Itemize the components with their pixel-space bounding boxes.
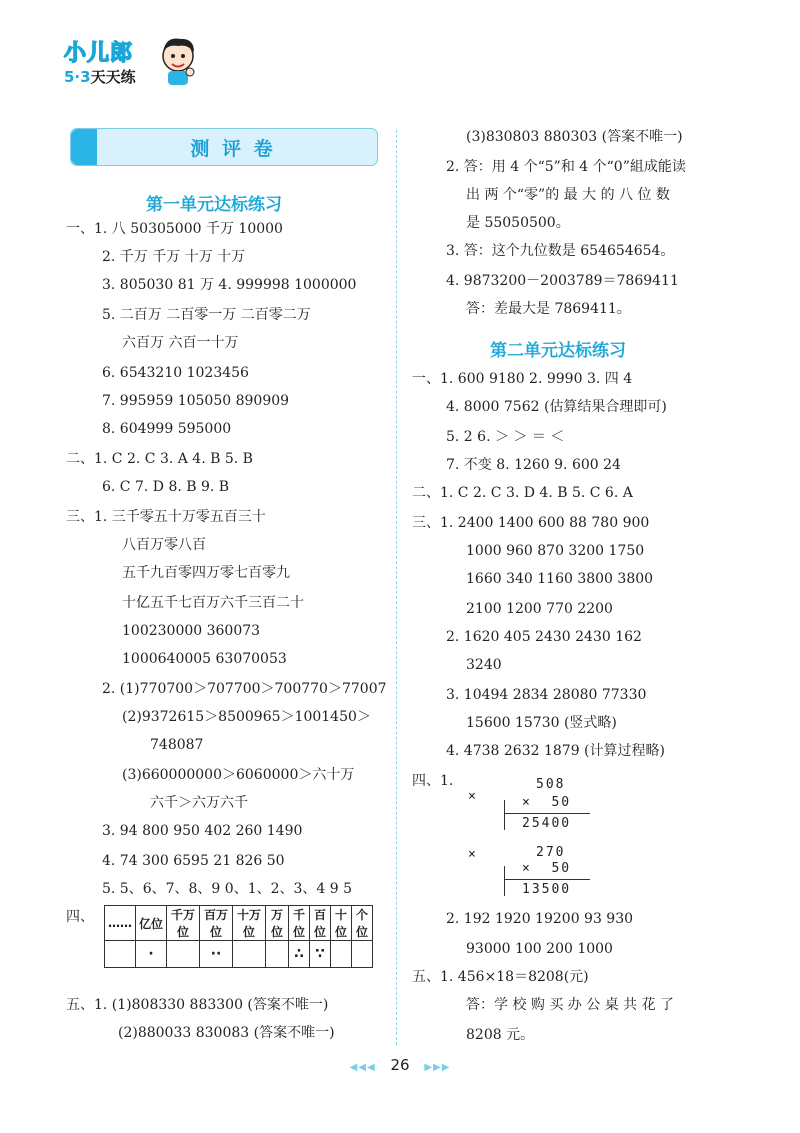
logo-title: 小儿郎 [64, 41, 134, 66]
table-header [331, 906, 352, 941]
answer-line: 3. 805030 81 万 4. 999998 1000000 [102, 277, 357, 293]
answer-line: 是 55050500。 [466, 215, 570, 231]
answer-line: 四、1. [412, 773, 454, 789]
table-header-line: 位 [334, 925, 347, 939]
table-header-line: 位 [209, 925, 222, 939]
answer-line: 2. (1)770700＞707700＞700770＞77007 [102, 681, 387, 697]
answer-line: 五、1. 456×18＝8208(元) [412, 969, 589, 985]
vertical-rule [504, 813, 590, 814]
column-divider [396, 130, 397, 1045]
answer-line: (2)880033 830083 (答案不唯一) [118, 1025, 335, 1041]
table-header-line: 十 [334, 908, 347, 922]
table-cell [233, 941, 266, 968]
right-arrows-icon: ▶▶▶ [424, 1062, 451, 1073]
table-header-line: 位 [313, 925, 326, 939]
place-value-table [104, 905, 373, 968]
answer-line: 3. 94 800 950 402 260 1490 [102, 823, 303, 839]
answer-line: 100230000 360073 [122, 623, 261, 639]
table-header-line: 位 [355, 925, 368, 939]
table-cell [105, 941, 136, 968]
table-header-line: 千 [292, 908, 305, 922]
boy-mascot-icon [156, 34, 200, 86]
answer-line: 四、 [66, 909, 94, 925]
left-arrows-icon: ◀◀◀ [349, 1062, 376, 1073]
unit1-title: 第一单元达标练习 [146, 195, 282, 215]
answer-line: 93000 100 200 1000 [466, 941, 613, 957]
answer-line: 2. 1620 405 2430 2430 162 [446, 629, 642, 645]
answer-line: 二、1. C 2. C 3. D 4. B 5. C 6. A [412, 485, 633, 501]
table-header-line: 十万 [236, 908, 261, 922]
table-header: 亿位 [136, 906, 167, 941]
vertical-rule [504, 800, 505, 830]
answer-line: 八百万零八百 [122, 537, 206, 553]
answer-line: 答：差最大是 7869411。 [466, 301, 631, 317]
answer-line: 五、1. (1)808330 883300 (答案不唯一) [66, 997, 329, 1013]
answer-line: 7. 不变 8. 1260 9. 600 24 [446, 457, 621, 473]
table-cell: ∵ [310, 941, 331, 968]
table-header-line: 个 [355, 908, 368, 922]
answer-line: (2)9372615＞8500965＞1001450＞ [122, 709, 371, 725]
answer-line: 二、1. C 2. C 3. A 4. B 5. B [66, 451, 253, 467]
answer-line: (3)660000000＞6060000＞六十万 [122, 767, 355, 783]
answer-line: 4. 4738 2632 1879 (计算过程略) [446, 743, 665, 759]
table-cell [266, 941, 289, 968]
table-cell [352, 941, 373, 968]
answer-line: 六百万 六百一十万 [122, 335, 239, 351]
answer-line: 7. 995959 105050 890909 [102, 393, 290, 409]
answer-line: 748087 [150, 737, 204, 753]
answer-line: 一、1. 八 50305000 千万 10000 [66, 221, 283, 237]
table-header-line: 位 [242, 925, 255, 939]
table-header-line: 百 [313, 908, 326, 922]
answer-line: 8. 604999 595000 [102, 421, 232, 437]
answer-line: 1000 960 870 3200 1750 [466, 543, 645, 559]
answer-line: 5. 2 6. ＞ ＞ ＝ ＜ [446, 429, 565, 445]
table-header [289, 906, 310, 941]
table-header [266, 906, 289, 941]
answer-line: 五千九百零四万零七百零九 [122, 565, 290, 581]
table-header-line: 位 [270, 925, 283, 939]
vertical-multiplier: × 50 [522, 795, 572, 810]
logo-subtitle [64, 66, 136, 87]
vertical-rule [504, 879, 590, 880]
table-cell: ·· [200, 941, 233, 968]
answer-line: 2. 千万 千万 十万 十万 [102, 249, 246, 265]
test-banner [70, 128, 378, 166]
table-header-line: 百万 [203, 908, 228, 922]
check-mark: × [468, 789, 478, 804]
table-header [200, 906, 233, 941]
answer-line: 8208 元。 [466, 1027, 535, 1043]
answer-line: 三、1. 三千零五十万零五百三十 [66, 509, 266, 525]
answer-line: 答：学 校 购 买 办 公 桌 共 花 了 [466, 997, 675, 1013]
answer-line: 1660 340 1160 3800 3800 [466, 571, 654, 587]
answer-line: 5. 5、6、7、8、9 0、1、2、3、4 9 5 [102, 881, 353, 897]
answer-line: 2. 192 1920 19200 93 930 [446, 911, 634, 927]
answer-line: 出 两 个“零”的 最 大 的 八 位 数 [466, 187, 670, 203]
answer-line: 3. 10494 2834 28080 77330 [446, 687, 647, 703]
answer-line: 4. 74 300 6595 21 826 50 [102, 853, 285, 869]
banner-title: 测 评 卷 [190, 138, 276, 160]
answer-line: 六千＞六万六千 [150, 795, 248, 811]
table-header [352, 906, 373, 941]
table-header-line: 位 [176, 925, 189, 939]
answer-line: 6. 6543210 1023456 [102, 365, 249, 381]
page-footer [0, 1056, 800, 1074]
vertical-result: 13500 [522, 882, 572, 897]
answer-line: (3)830803 880303 (答案不唯一) [466, 129, 683, 145]
vertical-result: 25400 [522, 816, 572, 831]
table-cell [331, 941, 352, 968]
vertical-multiplier: × 50 [522, 861, 572, 876]
answer-line: 三、1. 2400 1400 600 88 780 900 [412, 515, 650, 531]
table-header-line: 位 [292, 925, 305, 939]
answer-line: 3240 [466, 657, 502, 673]
answer-line: 2100 1200 770 2200 [466, 601, 613, 617]
check-mark: × [468, 847, 478, 862]
logo-subtitle-text: 天天练 [90, 68, 136, 86]
logo-subtitle-number: 5·3 [64, 68, 91, 86]
answer-line: 1000640005 63070053 [122, 651, 287, 667]
answer-line: 4. 9873200－2003789＝7869411 [446, 273, 679, 289]
table-header-line: 千万 [170, 908, 195, 922]
table-header [167, 906, 200, 941]
answer-line: 5. 二百万 二百零一万 二百零二万 [102, 307, 311, 323]
table-cell: · [136, 941, 167, 968]
table-cell [167, 941, 200, 968]
table-header-line: 万 [270, 908, 283, 922]
answer-line: 十亿五千七百万六千三百二十 [122, 595, 304, 611]
answer-line: 2. 答：用 4 个“5”和 4 个“0”組成能读 [446, 159, 686, 175]
vertical-top: 270 [536, 845, 566, 860]
page-number: 26 [390, 1056, 410, 1074]
answer-line: 6. C 7. D 8. B 9. B [102, 479, 230, 495]
table-cell: ∴ [289, 941, 310, 968]
answer-line: 15600 15730 (竖式略) [466, 715, 617, 731]
answer-line: 3. 答：这个九位数是 654654654。 [446, 243, 675, 259]
vertical-top: 508 [536, 777, 566, 792]
answer-line: 一、1. 600 9180 2. 9990 3. 四 4 [412, 371, 633, 387]
brand-logo [64, 36, 204, 88]
table-header: …… [105, 906, 136, 941]
unit2-title: 第二单元达标练习 [490, 341, 626, 361]
answer-line: 4. 8000 7562 (估算结果合理即可) [446, 399, 667, 415]
vertical-rule [504, 866, 505, 896]
table-header [310, 906, 331, 941]
table-header [233, 906, 266, 941]
